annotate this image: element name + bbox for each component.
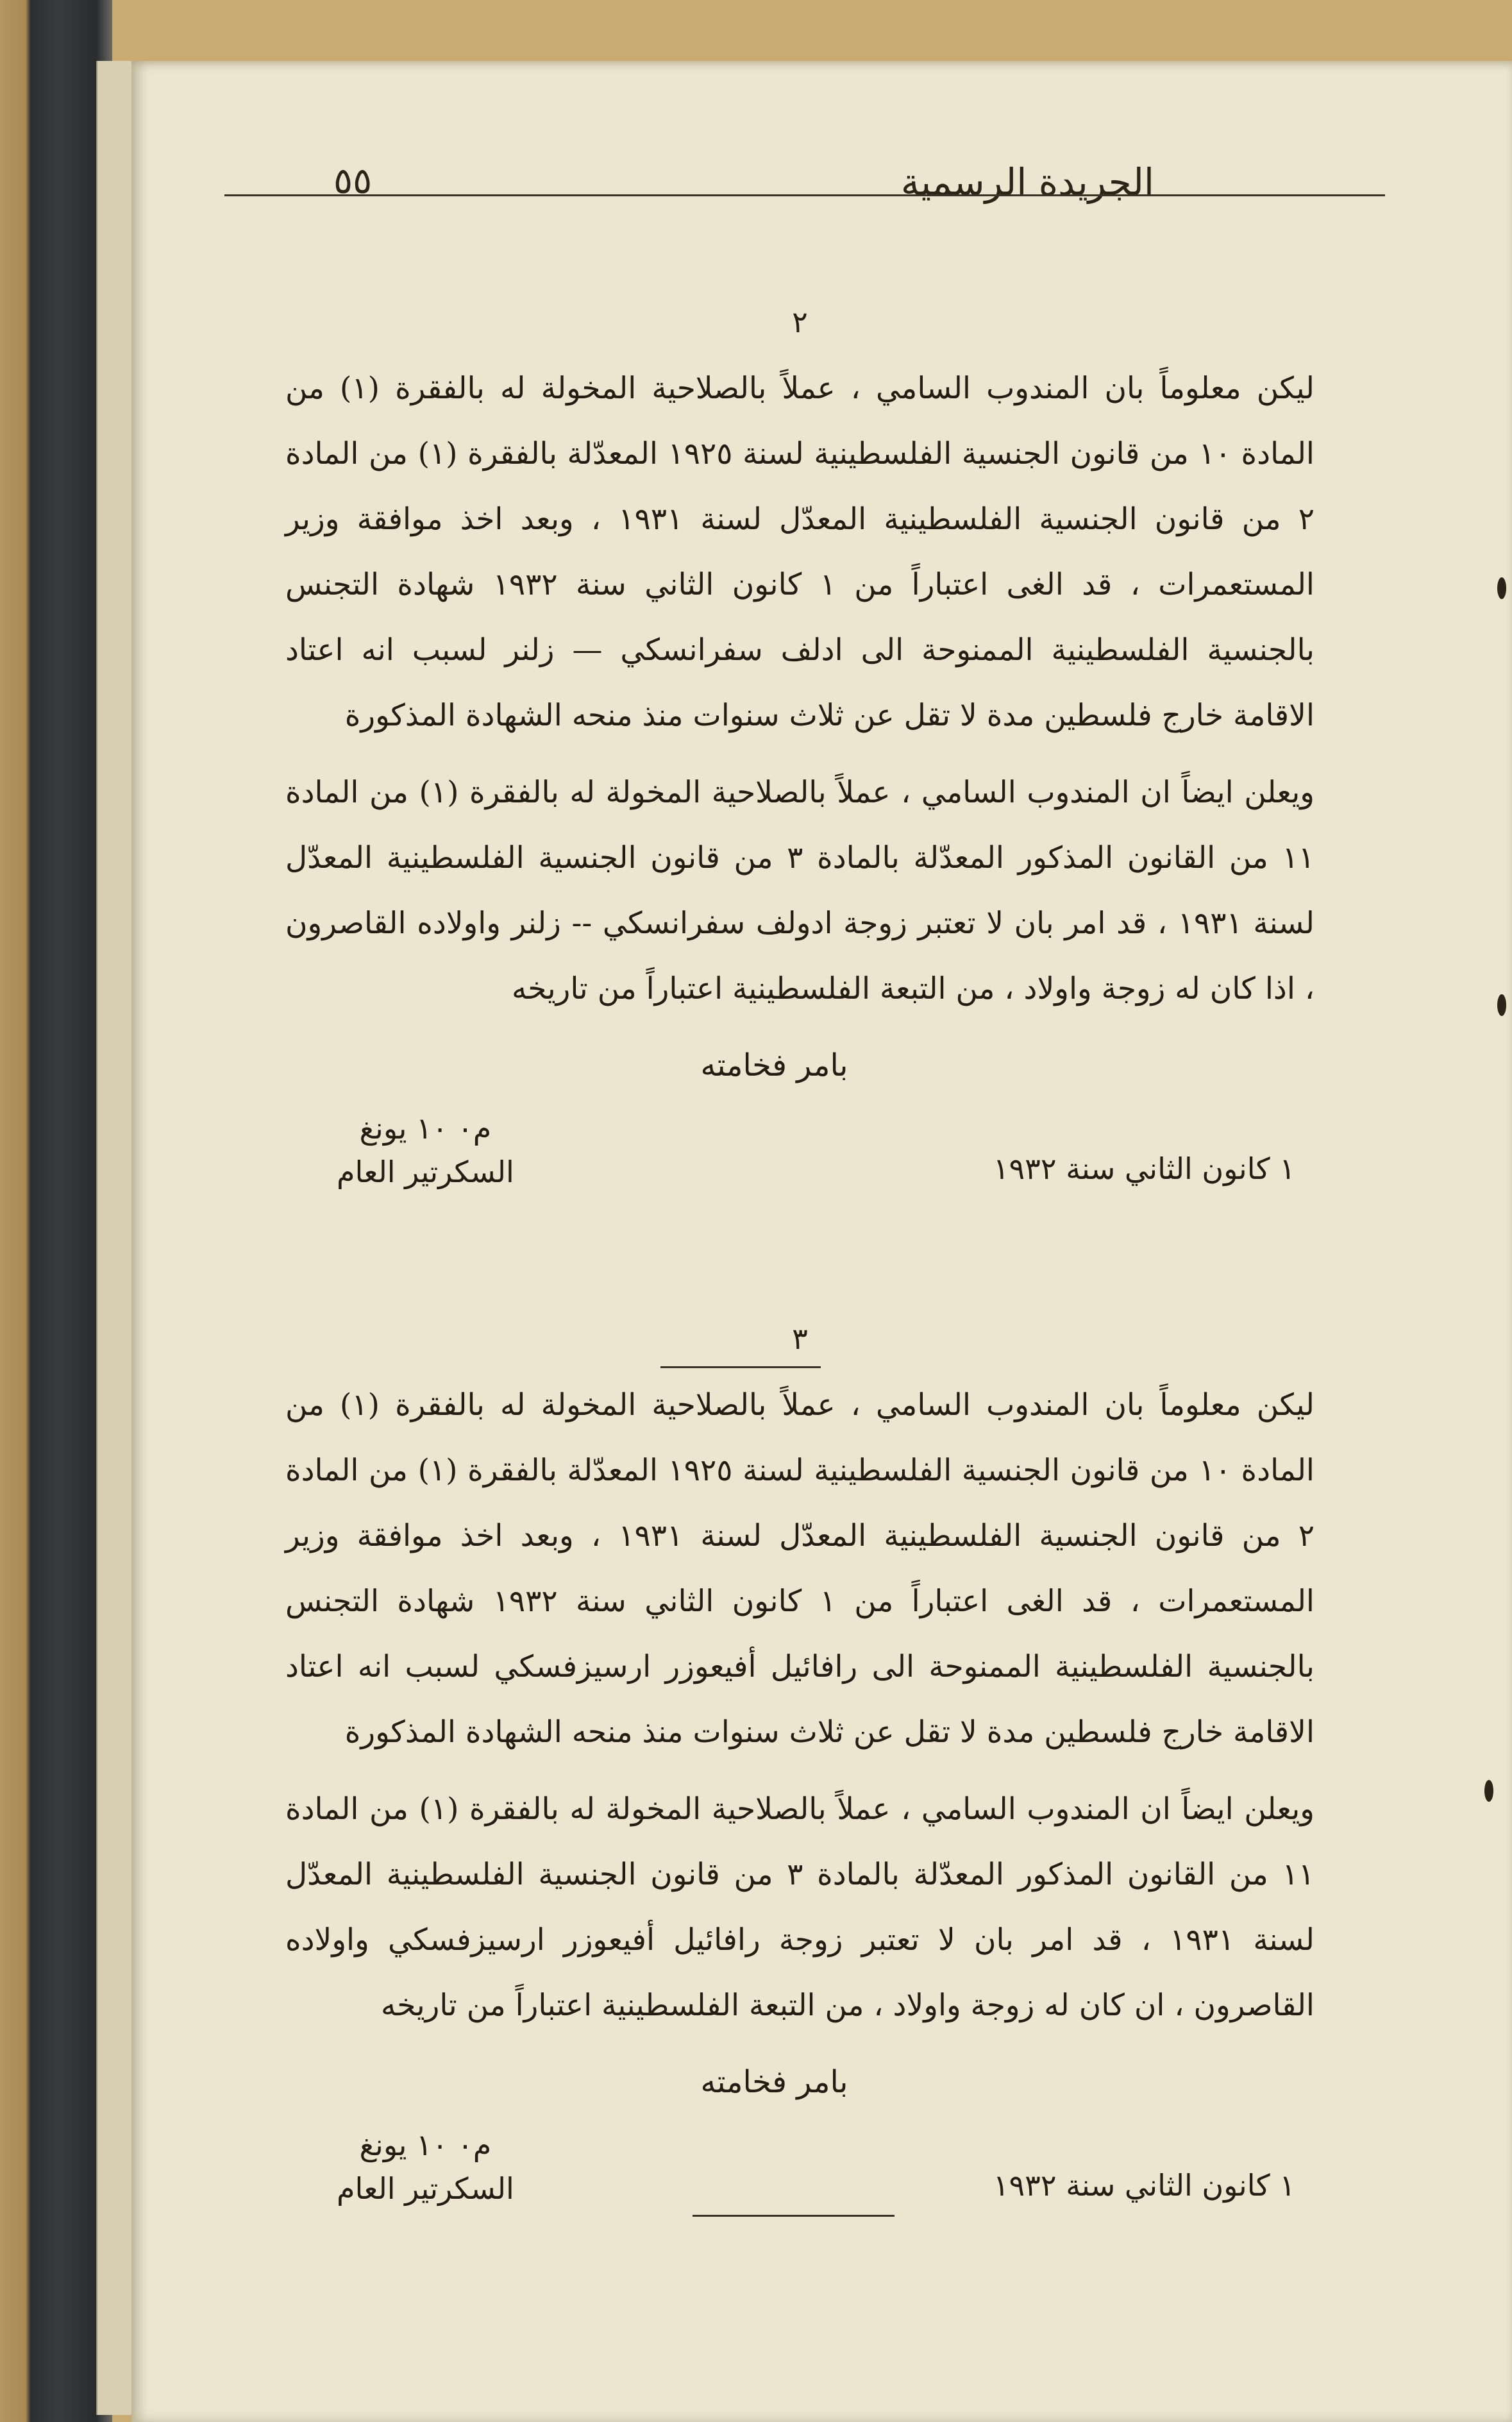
notice-paragraph: ليكن معلوماً بان المندوب السامي ، عملاً بالصلاحية المخولة له بالفقرة (١) من المادة ١٠ من قانون الجنسية الفلسطينية لسنة ١٩٢٥ المعدّلة بالفقرة (١) من المادة ٢ من قانون الجنسية الفلسطينية المعدّل لسنة ١٩٣١ ، وبعد اخذ موافقة وزير المستعمرات ، قد الغى اعتباراً من ١ كانون الثاني سنة ١٩٣٢ شهادة التجنس بالجنسية الفلسطينية الممنوحة الى رافائيل أفيعوزر ارسيزفسكي لسبب انه اعتاد الاقامة خارج فلسطين مدة لا تقل عن ثلاث سنوات منذ منحه الشهادة المذكورة [285, 1387, 1315, 1750]
notice-section-3 [285, 1321, 1315, 2219]
section-number: ٢ [792, 305, 808, 339]
page-mark [1484, 1780, 1493, 1802]
page-mark [1497, 577, 1506, 599]
page-mark [1497, 994, 1506, 1016]
section-number: ٣ [792, 1321, 808, 1356]
signatory-name: م٠ ١٠ يونغ [359, 1111, 492, 1146]
notice-paragraph: ويعلن ايضاً ان المندوب السامي ، عملاً بالصلاحية المخولة له بالفقرة (١) من المادة ١١ من القانون المذكور المعدّلة بالمادة ٣ من قانون الجنسية الفلسطينية المعدّل لسنة ١٩٣١ ، قد امر بان لا تعتبر زوجة ادولف سفرانسكي -- زلنر واولاده القاصرون ، اذا كان له زوجة واولاد ، من التبعة الفلسطينية اعتباراً من تاريخه [285, 775, 1315, 1006]
page-header [224, 135, 1385, 218]
order-line: بامر فخامته [700, 2064, 848, 2100]
gazette-title: الجريدة الرسمية [900, 160, 1154, 204]
header-rule [224, 194, 1385, 196]
signatory-name: م٠ ١٠ يونغ [359, 2128, 492, 2162]
signatory-title: السكرتير العام [337, 2171, 514, 2206]
order-line: بامر فخامته [700, 1047, 848, 1083]
signatory-title: السكرتير العام [337, 1155, 514, 1189]
notice-paragraph: ليكن معلوماً بان المندوب السامي ، عملاً بالصلاحية المخولة له بالفقرة (١) من المادة ١٠ من قانون الجنسية الفلسطينية لسنة ١٩٢٥ المعدّلة بالفقرة (١) من المادة ٢ من قانون الجنسية الفلسطينية المعدّل لسنة ١٩٣١ ، وبعد اخذ موافقة وزير المستعمرات ، قد الغى اعتباراً من ١ كانون الثاني سنة ١٩٣٢ شهادة التجنس بالجنسية الفلسطينية الممنوحة الى ادلف سفرانسكي — زلنر لسبب انه اعتاد الاقامة خارج فلسطين مدة لا تقل عن ثلاث سنوات منذ منحه الشهادة المذكورة [285, 371, 1315, 733]
bottom-rule [693, 2215, 895, 2217]
notice-date: ١ كانون الثاني سنة ١٩٣٢ [993, 1151, 1295, 1186]
signature-block [285, 1106, 1315, 1203]
book-cover-edge [0, 0, 112, 2422]
secretary-block [337, 1106, 514, 1194]
signature-block [285, 2123, 1315, 2219]
secretary-block [337, 2123, 514, 2210]
notice-date: ١ كانون الثاني سنة ١٩٣٢ [993, 2168, 1295, 2203]
gazette-page [131, 61, 1512, 2422]
page-number: ٥٥ [333, 160, 373, 202]
notice-section-2 [285, 305, 1315, 1203]
notice-paragraph: ويعلن ايضاً ان المندوب السامي ، عملاً بالصلاحية المخولة له بالفقرة (١) من المادة ١١ من القانون المذكور المعدّلة بالمادة ٣ من قانون الجنسية الفلسطينية المعدّل لسنة ١٩٣١ ، قد امر بان لا تعتبر زوجة رافائيل أفيعوزر ارسيزفسكي واولاده القاصرون ، ان كان له زوجة واولاد ، من التبعة الفلسطينية اعتباراً من تاريخه [285, 1791, 1315, 2023]
